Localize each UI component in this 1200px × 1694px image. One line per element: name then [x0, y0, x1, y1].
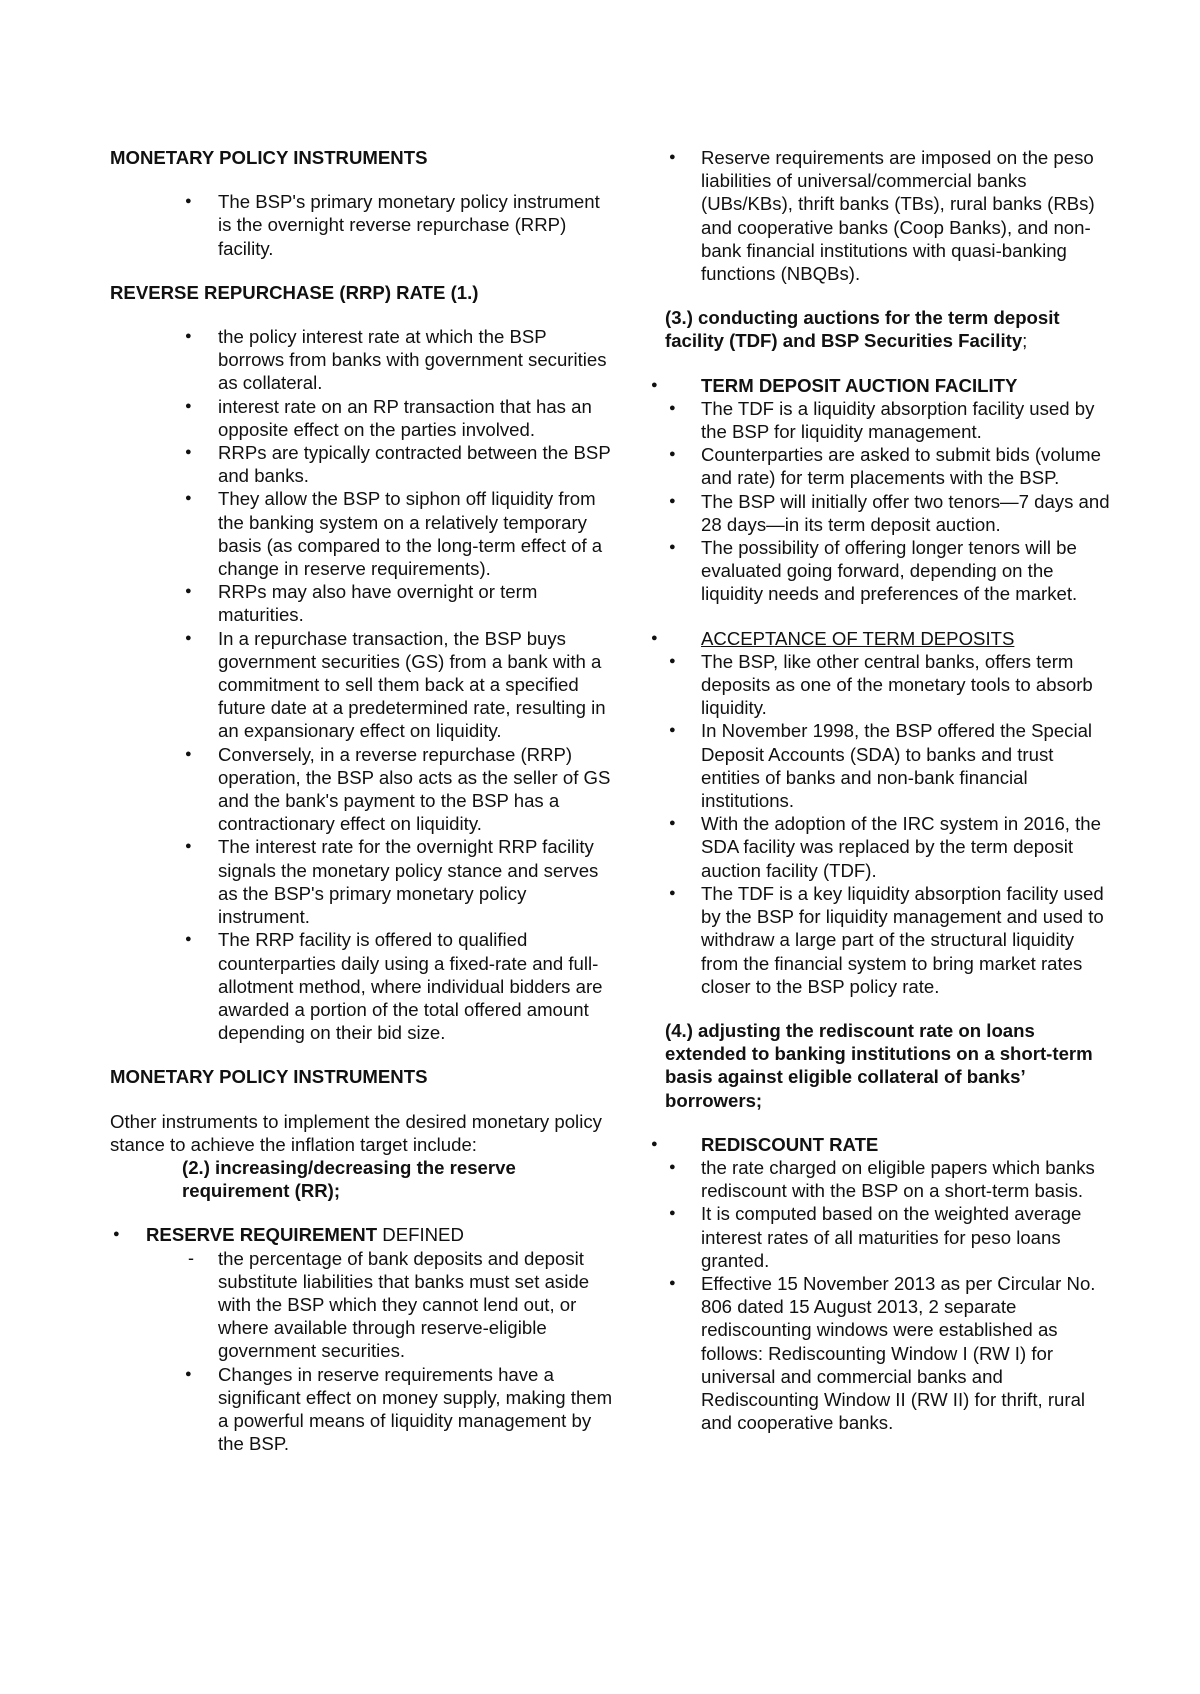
- section-heading-rrp: REVERSE REPURCHASE (RRP) RATE (1.): [110, 281, 479, 303]
- list-item: ● The BSP, like other central banks, offers term deposits as one of the monetary tools to absorb liquidity.: [665, 650, 1115, 720]
- list-item: ● In November 1998, the BSP offered the Special Deposit Accounts (SDA) to banks and trust entities of banks and non-bank financial institutions.: [665, 719, 1115, 812]
- tdaf-list: [665, 397, 1115, 606]
- rr-list: [110, 1247, 615, 1456]
- tdaf-heading: ● TERM DEPOSIT AUCTION FACILITY: [665, 374, 1115, 397]
- section-heading-instruments-2: MONETARY POLICY INSTRUMENTS: [110, 1066, 428, 1088]
- list-item: ● The TDF is a key liquidity absorption facility used by the BSP for liquidity management and used to withdraw a large part of the structural liquidity from the financial system to bring market rates closer to the BSP policy rate.: [665, 882, 1115, 998]
- list-item: ● The interest rate for the overnight RRP facility signals the monetary policy stance and serves as the BSP's primary monetary policy instrument.: [110, 835, 615, 928]
- section-heading-instruments: MONETARY POLICY INSTRUMENTS: [110, 147, 428, 168]
- other-instruments-text: Other instruments to implement the desired monetary policy stance to achieve the inflation target include:: [110, 1110, 602, 1155]
- list-item: ● Counterparties are asked to submit bids (volume and rate) for term placements with the BSP.: [665, 443, 1115, 489]
- list-item: ● In a repurchase transaction, the BSP buys government securities (GS) from a bank with a commitment to sell them back at a specified future date at a predetermined rate, resulting in an expansionary effect on liquidity.: [110, 627, 615, 743]
- list-item: ● RRPs are typically contracted between the BSP and banks.: [110, 441, 615, 487]
- atd-list: [665, 650, 1115, 998]
- list-item: ● RRPs may also have overnight or term maturities.: [110, 580, 615, 626]
- rr-imposed-list: [665, 146, 1115, 285]
- right-column: [665, 146, 1115, 1434]
- list-item: ● They allow the BSP to siphon off liquidity from the banking system on a relatively temporary basis (as compared to the long-term effect of a change in reserve requirements).: [110, 487, 615, 580]
- list-item: ● Changes in reserve requirements have a significant effect on money supply, making them a powerful means of liquidity management by the BSP.: [110, 1363, 615, 1456]
- atd-heading: ● ACCEPTANCE OF TERM DEPOSITS: [665, 627, 1115, 650]
- list-item: ● The possibility of offering longer tenors will be evaluated going forward, depending on the liquidity needs and preferences of the market.: [665, 536, 1115, 606]
- rediscount-heading: ● REDISCOUNT RATE: [665, 1133, 1115, 1156]
- rediscount-list: [665, 1156, 1115, 1434]
- list-item: ● The BSP's primary monetary policy instrument is the overnight reverse repurchase (RRP) facility.: [110, 190, 615, 260]
- intro-list: [110, 190, 615, 260]
- rr-defined-heading: [110, 1223, 615, 1246]
- list-item: ● the policy interest rate at which the BSP borrows from banks with government securities as collateral.: [110, 325, 615, 395]
- list-item: ● Conversely, in a reverse repurchase (RRP) operation, the BSP also acts as the seller of GS and the bank's payment to the BSP has a contractionary effect on liquidity.: [110, 743, 615, 836]
- list-item: ● the rate charged on eligible papers which banks rediscount with the BSP on a short-term basis.: [665, 1156, 1115, 1202]
- rrp-list: [110, 325, 615, 1044]
- list-item: ● With the adoption of the IRC system in 2016, the SDA facility was replaced by the term deposit auction facility (TDF).: [665, 812, 1115, 882]
- list-item: ● The RRP facility is offered to qualified counterparties daily using a fixed-rate and full-allotment method, where individual bidders are awarded a portion of the total offered amount depending on their bid size.: [110, 928, 615, 1044]
- item-3-tdf: (3.) conducting auctions for the term deposit facility (TDF) and BSP Securities Facility;: [665, 307, 1060, 352]
- item-2-reserve-requirement: (2.) increasing/decreasing the reserve requirement (RR);: [182, 1156, 516, 1202]
- rr-heading-rest: DEFINED: [377, 1224, 464, 1246]
- list-item: ● The TDF is a liquidity absorption facility used by the BSP for liquidity management.: [665, 397, 1115, 443]
- rr-heading-bold: RESERVE REQUIREMENT: [146, 1224, 378, 1246]
- list-item: ● Effective 15 November 2013 as per Circular No. 806 dated 15 August 2013, 2 separate rediscounting windows were established as follows: Rediscounting Window I (RW I) for universal and commercial banks and Rediscounting Window II (RW II) for thrift, rural and cooperative banks.: [665, 1272, 1115, 1434]
- list-item: - the percentage of bank deposits and deposit substitute liabilities that banks must set aside with the BSP which they cannot lend out, or where available through reserve-eligible government securities.: [110, 1247, 615, 1363]
- list-item: ● It is computed based on the weighted average interest rates of all maturities for peso loans granted.: [665, 1202, 1115, 1272]
- list-item: ● interest rate on an RP transaction that has an opposite effect on the parties involved.: [110, 395, 615, 441]
- list-item: ● Reserve requirements are imposed on the peso liabilities of universal/commercial banks (UBs/KBs), thrift banks (TBs), rural banks (RBs) and cooperative banks (Coop Banks), and non-bank financial institutions with quasi-banking functions (NBQBs).: [665, 146, 1115, 285]
- left-column: [110, 146, 615, 1455]
- item-4-rediscount: (4.) adjusting the rediscount rate on loans extended to banking institutions on a short-term basis against eligible collateral of banks’ borrowers;: [665, 1019, 1093, 1111]
- list-item: ● The BSP will initially offer two tenors—7 days and 28 days—in its term deposit auction.: [665, 490, 1115, 536]
